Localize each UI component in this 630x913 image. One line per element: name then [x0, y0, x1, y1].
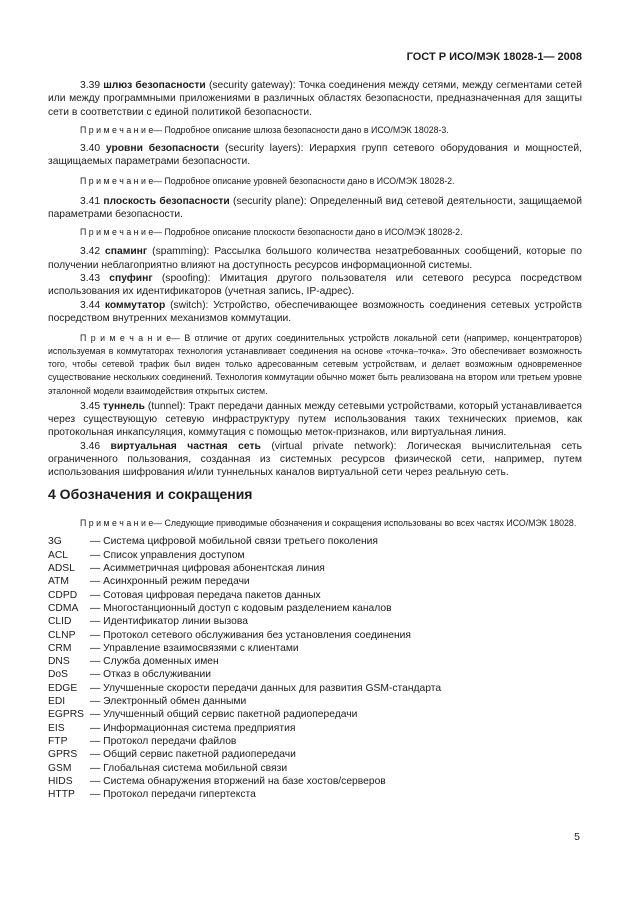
abbreviation-separator: — — [90, 549, 101, 561]
term-entry-3-42 — [48, 245, 582, 272]
abbreviation-separator: — — [90, 669, 101, 681]
abbreviation-meaning: Список управления доступом — [103, 549, 245, 561]
note-label: П р и м е ч а н и е — [80, 124, 154, 135]
abbreviation-row — [48, 629, 582, 642]
abbreviation-meaning: Идентификатор линии вызова — [103, 616, 248, 628]
term-entry-3-40 — [48, 142, 582, 169]
abbreviation-separator: — — [90, 682, 101, 694]
abbreviation-list — [48, 535, 582, 801]
abbreviation-row — [48, 708, 582, 721]
abbreviation-code: CDPD — [48, 589, 78, 601]
note-label: П р и м е ч а н и е — [80, 333, 172, 344]
abbreviation-separator: — — [90, 629, 101, 641]
abbreviation-separator: — — [90, 762, 101, 774]
term-name: спаминг — [105, 246, 148, 258]
abbreviation-separator: — — [90, 749, 101, 761]
term-definition: (tunnel): Тракт передачи данных между сетевыми устройствами, который устанавливается через существующую сетевую инфраструктуру путем использования таких технических приемов, как протокольная инкапсуляция, коммутация с помощью меток-признаков, или виртуальная линия. — [48, 400, 582, 439]
abbreviation-row — [48, 562, 582, 575]
note-dash: — — [153, 175, 163, 186]
note-text: В отличие от других соединительных устройств локальной сети (например, концентраторов) используемая в коммутаторах технология устанавливает соединения на основе «точка–точка». Это обеспечивает возможность того, чтобы сетевой трафик был виден только адресованным сетевым устройствам, и делает возможным одновременное существование нескольких соединений. Технология коммутации обычно может быть реализована на втором или третьем уровне эталонной модели взаимодействия открытых систем. — [48, 333, 582, 396]
term-number: 3.39 — [80, 80, 101, 91]
abbreviation-row — [48, 575, 582, 588]
term-entry-3-44 — [48, 299, 582, 326]
abbreviation-separator: — — [90, 589, 101, 601]
term-number: 3.45 — [80, 400, 101, 412]
abbreviation-code: ACL — [48, 549, 69, 561]
document-designation: ГОСТ Р ИСО/МЭК 18028-1— 2008 — [406, 51, 582, 63]
abbreviation-meaning: Сотовая цифровая передача пакетов данных — [103, 589, 321, 601]
abbreviation-separator: — — [90, 576, 101, 588]
page-number: 5 — [574, 831, 580, 843]
note-dash: — — [171, 333, 180, 344]
term-entry-3-41 — [48, 195, 582, 222]
abbreviation-code: ADSL — [48, 563, 75, 575]
note-dash: — — [153, 124, 163, 135]
abbreviation-row — [48, 722, 582, 735]
term-name: туннель — [102, 400, 145, 412]
term-number: 3.46 — [80, 440, 101, 452]
term-definition: (security plane): Определенный вид сетевой деятельности, защищаемой параметрами безопасности. — [48, 195, 582, 220]
abbreviation-row — [48, 602, 582, 615]
abbreviation-meaning: Управление взаимосвязями с клиентами — [103, 642, 299, 654]
term-entry-3-45 — [48, 400, 582, 440]
abbreviation-code: CLID — [48, 616, 72, 628]
abbreviation-code: EIS — [48, 722, 65, 734]
abbreviation-code: EDI — [48, 696, 66, 708]
note-3-41 — [48, 226, 582, 239]
term-entry-3-43 — [48, 272, 582, 299]
abbreviation-code: DNS — [48, 656, 70, 668]
abbreviation-separator: — — [90, 616, 101, 628]
term-definition: (security gateway): Точка соединения между сетями, между сегментами сетей или между программными приложениями в различных областях безопасности, предназначенная для защиты сети в соответствии с единой политикой безопасности. — [48, 80, 582, 118]
abbreviation-meaning: Протокол передачи гипертекста — [103, 789, 256, 801]
term-definition: (security layers): Иерархия групп сетевого оборудования и мощностей, защищаемых параметрами безопасности. — [48, 142, 582, 168]
abbreviation-meaning: Протокол передачи файлов — [103, 735, 237, 747]
abbreviation-meaning: Асинхронный режим передачи — [103, 576, 250, 588]
note-text: Следующие приводимые обозначения и сокращения использованы во всех частях ИСО/МЭК 18028. — [164, 518, 577, 529]
note-dash: — — [153, 518, 163, 529]
term-definition: (virtual private network): Логическая вычислительная сеть ограниченного пользования, созданная из системных ресурсов физической сети, например, путем использования шифрования и/или туннельных каналов виртуальной сети через реальную сеть. — [48, 440, 582, 479]
abbreviation-code: DoS — [48, 669, 69, 681]
abbreviation-row — [48, 775, 582, 788]
term-name: спуфинг — [109, 272, 153, 284]
note-3-39 — [48, 124, 582, 137]
term-number: 3.43 — [80, 272, 101, 284]
abbreviation-row — [48, 535, 582, 548]
abbreviation-code: EGPRS — [48, 709, 85, 721]
abbreviation-separator: — — [90, 775, 101, 787]
abbreviation-code: FTP — [48, 735, 68, 747]
note-text: Подробное описание плоскости безопасности дано в ИСО/МЭК 18028-2. — [164, 227, 463, 238]
note-text: Подробное описание шлюза безопасности дано в ИСО/МЭК 18028-3. — [164, 124, 449, 135]
term-number: 3.44 — [80, 299, 101, 311]
abbreviation-separator: — — [90, 709, 101, 721]
abbreviation-row — [48, 655, 582, 668]
abbreviation-meaning: Общий сервис пакетной радиопередачи — [103, 749, 296, 761]
abbreviation-row — [48, 682, 582, 695]
abbreviation-meaning: Служба доменных имен — [103, 656, 219, 668]
abbreviation-code: EDGE — [48, 682, 78, 694]
abbreviation-code: GSM — [48, 762, 72, 774]
term-definition: (spamming): Рассылка большого количества незатребованных сообщений, которые по получении неблагоприятно влияют на доступность ресурсов информационной системы. — [48, 246, 582, 271]
abbreviation-code: CDMA — [48, 602, 79, 614]
abbreviation-meaning: Улучшенные скорости передачи данных для развития GSM-стандарта — [103, 682, 442, 694]
abbreviation-separator: — — [90, 642, 101, 654]
abbreviation-code: HIDS — [48, 775, 73, 787]
abbreviation-separator: — — [90, 722, 101, 734]
abbreviation-row — [48, 735, 582, 748]
term-name: уровни безопасности — [105, 142, 220, 154]
term-number: 3.40 — [80, 142, 101, 154]
abbreviation-separator: — — [90, 789, 101, 801]
abbreviation-separator: — — [90, 656, 101, 668]
abbreviation-code: ATM — [48, 576, 69, 588]
abbreviation-code: HTTP — [48, 789, 75, 801]
abbreviation-code: GPRS — [48, 749, 78, 761]
term-name: коммутатор — [104, 299, 166, 311]
document-body — [48, 79, 582, 801]
abbreviation-meaning: Многостанционный доступ с кодовым разделением каналов — [103, 602, 392, 614]
note-label: П р и м е ч а н и е — [80, 175, 154, 186]
term-name: шлюз безопасности — [103, 80, 206, 91]
abbreviation-separator: — — [90, 602, 101, 614]
abbreviation-code: CRM — [48, 642, 72, 654]
term-definition: (spoofing): Имитация другого пользователя или сетевого ресурса посредством использования их идентификаторов (учетная запись, IP-адрес). — [48, 272, 582, 298]
term-entry-3-39 — [48, 79, 582, 119]
abbreviation-meaning: Отказ в обслуживании — [103, 669, 211, 681]
abbreviation-meaning: Электронный обмен данными — [103, 696, 247, 708]
term-number: 3.42 — [80, 246, 101, 258]
abbreviation-separator: — — [90, 563, 101, 575]
note-dash: — — [153, 227, 163, 238]
section-heading: 4 Обозначения и сокращения — [48, 486, 253, 503]
abbreviation-meaning: Асимметричная цифровая абонентская линия — [103, 563, 325, 575]
abbreviation-row — [48, 642, 582, 655]
abbreviation-row — [48, 589, 582, 602]
note-3-44 — [48, 332, 582, 397]
note-section-4 — [48, 517, 582, 530]
abbreviation-separator: — — [90, 735, 101, 747]
abbreviation-code: 3G — [48, 536, 62, 548]
abbreviation-meaning: Система обнаружения вторжений на базе хостов/серверов — [103, 775, 386, 787]
abbreviation-row — [48, 615, 582, 628]
note-3-40 — [48, 175, 582, 188]
abbreviation-meaning: Глобальная система мобильной связи — [103, 762, 288, 774]
abbreviation-code: CLNP — [48, 629, 76, 641]
term-name: виртуальная частная сеть — [110, 440, 261, 452]
abbreviation-meaning: Протокол сетевого обслуживания без установления соединения — [103, 629, 412, 641]
abbreviation-separator: — — [90, 696, 101, 708]
term-entry-3-46 — [48, 440, 582, 480]
abbreviation-row — [48, 748, 582, 761]
abbreviation-row — [48, 695, 582, 708]
abbreviation-row — [48, 762, 582, 775]
term-definition: (switch): Устройство, обеспечивающее возможность соединения сетевых устройств посредством внутренних механизмов коммутации. — [48, 299, 582, 324]
abbreviation-row — [48, 668, 582, 681]
abbreviation-row — [48, 788, 582, 801]
abbreviation-row — [48, 549, 582, 562]
abbreviation-meaning: Система цифровой мобильной связи третьего поколения — [103, 536, 378, 548]
note-label: П р и м е ч а н и е — [80, 227, 154, 238]
abbreviation-separator: — — [90, 536, 101, 548]
term-name: плоскость безопасности — [103, 195, 230, 207]
abbreviation-meaning: Информационная система предприятия — [103, 722, 296, 734]
term-number: 3.41 — [80, 195, 101, 207]
note-label: П р и м е ч а н и е — [80, 518, 154, 529]
note-text: Подробное описание уровней безопасности дано в ИСО/МЭК 18028-2. — [164, 175, 455, 186]
abbreviation-meaning: Улучшенный общий сервис пакетной радиопередачи — [103, 709, 358, 721]
